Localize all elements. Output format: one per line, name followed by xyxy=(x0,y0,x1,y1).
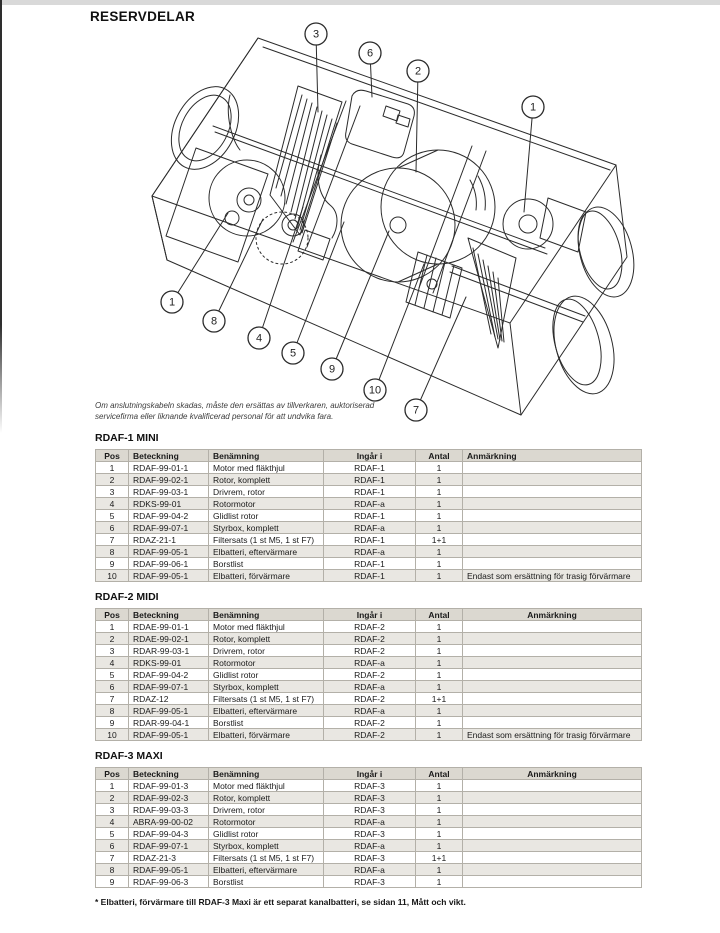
column-header: Pos xyxy=(96,450,129,462)
column-header: Benämning xyxy=(209,768,324,780)
callout-number: 9 xyxy=(328,363,336,376)
table-row xyxy=(96,633,642,645)
table-cell: 2 xyxy=(96,633,129,645)
table-row xyxy=(96,816,642,828)
table-cell: Borstlist xyxy=(209,558,324,570)
table-cell: 7 xyxy=(96,852,129,864)
table-cell: 1 xyxy=(416,558,463,570)
table-cell: 1 xyxy=(416,729,463,741)
table-cell: RDAF-99-02-1 xyxy=(129,474,209,486)
table-cell: RDAF-99-02-3 xyxy=(129,792,209,804)
table-cell: RDAF-a xyxy=(324,657,416,669)
table-cell: 1 xyxy=(416,792,463,804)
table-cell xyxy=(463,522,642,534)
callout-3 xyxy=(305,23,327,45)
table-row xyxy=(96,864,642,876)
table-cell: RDAF-99-07-1 xyxy=(129,681,209,693)
table-cell: Motor med fläkthjul xyxy=(209,621,324,633)
table-cell: RDAF-2 xyxy=(324,645,416,657)
table-cell: RDAF-99-06-1 xyxy=(129,558,209,570)
table-cell: Filtersats (1 st M5, 1 st F7) xyxy=(209,534,324,546)
parts-table xyxy=(95,449,642,582)
column-header: Ingår i xyxy=(324,450,416,462)
column-header: Benämning xyxy=(209,609,324,621)
table-cell: RDAF-a xyxy=(324,498,416,510)
warning-caption xyxy=(95,400,374,422)
table-cell xyxy=(463,546,642,558)
table-cell xyxy=(463,558,642,570)
table-cell: 7 xyxy=(96,534,129,546)
table-cell: 1 xyxy=(416,804,463,816)
table-cell: Motor med fläkthjul xyxy=(209,780,324,792)
sections-host xyxy=(95,432,641,888)
table-cell: 10 xyxy=(96,729,129,741)
callout-1 xyxy=(522,96,544,118)
table-cell: 1 xyxy=(416,570,463,582)
table-cell: RDAF-3 xyxy=(324,780,416,792)
callout-leader-line xyxy=(214,219,263,321)
table-cell: 8 xyxy=(96,546,129,558)
table-cell xyxy=(463,486,642,498)
table-cell: 6 xyxy=(96,522,129,534)
table-row xyxy=(96,534,642,546)
table-cell: Glidlist rotor xyxy=(209,510,324,522)
table-cell: Glidlist rotor xyxy=(209,828,324,840)
callout-number: 6 xyxy=(366,47,374,60)
table-cell: 8 xyxy=(96,864,129,876)
table-cell: Drivrem, rotor xyxy=(209,804,324,816)
table-cell: RDAF-99-05-1 xyxy=(129,864,209,876)
table-cell: 9 xyxy=(96,717,129,729)
callout-number: 2 xyxy=(414,65,422,78)
table-cell: RDAF-99-07-1 xyxy=(129,840,209,852)
table-cell xyxy=(463,852,642,864)
table-cell: RDAF-2 xyxy=(324,633,416,645)
column-header: Beteckning xyxy=(129,450,209,462)
table-row xyxy=(96,621,642,633)
table-cell xyxy=(463,510,642,522)
internal-dividers xyxy=(293,101,486,293)
callout-leader-line xyxy=(375,264,424,390)
table-row xyxy=(96,840,642,852)
unit-outline xyxy=(152,38,627,415)
table-cell: 2 xyxy=(96,474,129,486)
table-cell: RDAF-a xyxy=(324,864,416,876)
table-cell: RDAF-3 xyxy=(324,852,416,864)
table-cell: Filtersats (1 st M5, 1 st F7) xyxy=(209,852,324,864)
callout-leader-line xyxy=(259,207,303,338)
table-cell: 1 xyxy=(416,522,463,534)
table-cell: Endast som ersättning för trasig förvärmare xyxy=(463,570,642,582)
table-cell: 1 xyxy=(96,621,129,633)
table-cell: Styrbox, komplett xyxy=(209,522,324,534)
table-cell: RDKS-99-01 xyxy=(129,498,209,510)
table-cell: 1 xyxy=(416,657,463,669)
table-cell: RDAF-a xyxy=(324,546,416,558)
table-cell: Rotor, komplett xyxy=(209,474,324,486)
callout-7 xyxy=(405,399,427,421)
table-cell xyxy=(463,804,642,816)
table-cell: 1 xyxy=(416,828,463,840)
table-cell: 3 xyxy=(96,645,129,657)
table-cell: RDAF-99-05-1 xyxy=(129,570,209,582)
table-header-row xyxy=(96,450,642,462)
table-cell: RDAF-3 xyxy=(324,804,416,816)
callout-leader-line xyxy=(524,107,533,212)
callout-number: 5 xyxy=(289,347,297,360)
parts-table xyxy=(95,767,642,888)
table-row xyxy=(96,510,642,522)
table-cell: Glidlist rotor xyxy=(209,669,324,681)
column-header: Benämning xyxy=(209,450,324,462)
parts-table xyxy=(95,608,642,741)
section-title: RDAF-1 MINI xyxy=(95,432,159,444)
table-cell: 1 xyxy=(416,462,463,474)
table-cell: RDAZ-21-1 xyxy=(129,534,209,546)
column-header: Ingår i xyxy=(324,609,416,621)
table-row xyxy=(96,474,642,486)
table-cell: Rotormotor xyxy=(209,816,324,828)
table-cell: 1 xyxy=(416,681,463,693)
table-cell: 1 xyxy=(416,705,463,717)
table-cell: Endast som ersättning för trasig förvärmare xyxy=(463,729,642,741)
callout-1 xyxy=(161,291,183,313)
column-header: Beteckning xyxy=(129,609,209,621)
callout-4 xyxy=(248,327,270,349)
table-row xyxy=(96,546,642,558)
table-cell: Rotormotor xyxy=(209,657,324,669)
table-cell xyxy=(463,621,642,633)
table-row xyxy=(96,486,642,498)
column-header: Antal xyxy=(416,450,463,462)
table-cell: RDAF-3 xyxy=(324,876,416,888)
callout-number: 8 xyxy=(210,315,218,328)
table-row xyxy=(96,792,642,804)
callout-leader-line xyxy=(316,34,318,112)
column-header: Anmärkning xyxy=(463,450,642,462)
callout-5 xyxy=(282,342,304,364)
table-cell: RDAF-1 xyxy=(324,474,416,486)
table-row xyxy=(96,705,642,717)
table-cell: 1 xyxy=(416,645,463,657)
column-header: Pos xyxy=(96,609,129,621)
table-cell: Elbatteri, förvärmare xyxy=(209,729,324,741)
callout-10 xyxy=(364,379,386,401)
callout-leader-line xyxy=(416,297,466,410)
table-cell: Elbatteri, eftervärmare xyxy=(209,546,324,558)
table-row xyxy=(96,558,642,570)
table-cell: 5 xyxy=(96,510,129,522)
parts-section-2 xyxy=(95,591,641,741)
callout-number: 10 xyxy=(368,384,382,397)
table-cell xyxy=(463,645,642,657)
table-cell: RDAF-99-03-3 xyxy=(129,804,209,816)
table-cell: 6 xyxy=(96,681,129,693)
column-header: Antal xyxy=(416,609,463,621)
table-cell xyxy=(463,840,642,852)
callout-8 xyxy=(203,310,225,332)
table-cell: 1 xyxy=(416,486,463,498)
table-row xyxy=(96,852,642,864)
table-cell: 1 xyxy=(416,546,463,558)
table-cell: 1+1 xyxy=(416,693,463,705)
column-header: Antal xyxy=(416,768,463,780)
table-cell: RDAF-a xyxy=(324,840,416,852)
table-cell: RDAF-1 xyxy=(324,534,416,546)
table-cell: 1 xyxy=(96,780,129,792)
table-cell: 1 xyxy=(96,462,129,474)
table-cell: RDAF-1 xyxy=(324,510,416,522)
column-header: Ingår i xyxy=(324,768,416,780)
table-cell: RDAF-2 xyxy=(324,669,416,681)
table-cell: Styrbox, komplett xyxy=(209,681,324,693)
table-row xyxy=(96,462,642,474)
table-row xyxy=(96,669,642,681)
table-cell: RDAF-99-04-2 xyxy=(129,669,209,681)
table-cell: RDAF-99-01-1 xyxy=(129,462,209,474)
parts-section-1 xyxy=(95,432,641,582)
table-cell: 1 xyxy=(416,717,463,729)
table-cell: 1 xyxy=(416,840,463,852)
table-cell: Elbatteri, förvärmare xyxy=(209,570,324,582)
table-cell: Elbatteri, eftervärmare xyxy=(209,705,324,717)
warning-caption-line1: Om anslutningskabeln skadas, måste den ersättas av tillverkaren, auktoriserad xyxy=(95,401,375,410)
table-cell: 5 xyxy=(96,669,129,681)
table-cell: 5 xyxy=(96,828,129,840)
table-cell: Borstlist xyxy=(209,876,324,888)
table-cell: 1+1 xyxy=(416,534,463,546)
callout-9 xyxy=(321,358,343,380)
table-cell: 1 xyxy=(416,510,463,522)
table-cell: Filtersats (1 st M5, 1 st F7) xyxy=(209,693,324,705)
table-cell: RDAF-99-04-2 xyxy=(129,510,209,522)
filter-right xyxy=(468,238,516,348)
column-header: Pos xyxy=(96,768,129,780)
table-row xyxy=(96,693,642,705)
table-row xyxy=(96,681,642,693)
table-cell xyxy=(463,717,642,729)
duct-ports xyxy=(544,201,643,401)
page-title: RESERVDELAR xyxy=(90,9,196,24)
callout-number: 3 xyxy=(312,28,320,41)
styrbox xyxy=(346,90,415,158)
table-cell: RDAF-99-03-1 xyxy=(129,486,209,498)
callout-number: 1 xyxy=(168,296,176,309)
table-cell xyxy=(463,462,642,474)
table-cell xyxy=(463,705,642,717)
table-cell: 1 xyxy=(416,876,463,888)
table-cell: 9 xyxy=(96,558,129,570)
table-cell: RDAF-1 xyxy=(324,462,416,474)
callout-number: 1 xyxy=(529,101,537,114)
table-cell: Elbatteri, eftervärmare xyxy=(209,864,324,876)
callout-leader-line xyxy=(172,213,228,302)
table-cell: 1 xyxy=(416,780,463,792)
table-cell: RDAF-a xyxy=(324,681,416,693)
table-cell: 10 xyxy=(96,570,129,582)
footnote: * Elbatteri, förvärmare till RDAF-3 Maxi är ett separat kanalbatteri, se sidan 11, Mått och vikt. xyxy=(95,897,466,907)
callout-leader-line xyxy=(332,231,389,369)
table-cell xyxy=(463,693,642,705)
exploded-view-diagram xyxy=(0,0,720,430)
table-row xyxy=(96,498,642,510)
table-cell: RDAF-99-01-3 xyxy=(129,780,209,792)
table-cell: 1 xyxy=(416,621,463,633)
table-cell xyxy=(463,534,642,546)
table-cell: RDAF-1 xyxy=(324,570,416,582)
table-header-row xyxy=(96,768,642,780)
table-cell: RDAF-99-07-1 xyxy=(129,522,209,534)
callout-number: 7 xyxy=(412,404,420,417)
table-cell xyxy=(463,816,642,828)
table-cell: 8 xyxy=(96,705,129,717)
table-cell: Rotor, komplett xyxy=(209,792,324,804)
callout-number: 4 xyxy=(255,332,263,345)
table-cell: 1+1 xyxy=(416,852,463,864)
rotor-drum xyxy=(341,150,495,282)
table-cell: 6 xyxy=(96,840,129,852)
callout-6 xyxy=(359,42,381,64)
table-cell: RDAF-a xyxy=(324,816,416,828)
parts-section-3 xyxy=(95,750,641,888)
table-cell: RDKS-99-01 xyxy=(129,657,209,669)
table-cell: 3 xyxy=(96,486,129,498)
table-cell: RDAF-99-05-1 xyxy=(129,705,209,717)
table-cell: RDAF-3 xyxy=(324,828,416,840)
table-cell: 1 xyxy=(416,669,463,681)
table-cell xyxy=(463,657,642,669)
callout-leader-line xyxy=(416,71,418,172)
table-cell: RDAF-1 xyxy=(324,486,416,498)
table-cell: RDAF-99-05-1 xyxy=(129,729,209,741)
table-row xyxy=(96,729,642,741)
table-cell: 4 xyxy=(96,816,129,828)
table-cell: RDAZ-12 xyxy=(129,693,209,705)
table-cell: Rotormotor xyxy=(209,498,324,510)
table-cell: RDAF-99-04-3 xyxy=(129,828,209,840)
table-cell xyxy=(463,876,642,888)
section-title: RDAF-3 MAXI xyxy=(95,750,163,762)
table-row xyxy=(96,780,642,792)
table-cell: Drivrem, rotor xyxy=(209,645,324,657)
table-cell xyxy=(463,828,642,840)
table-cell xyxy=(463,669,642,681)
right-fan xyxy=(503,198,586,252)
warning-caption-line2: servicefirma eller liknande kvalificerad personal för att undvika fara. xyxy=(95,412,334,421)
table-cell: Motor med fläkthjul xyxy=(209,462,324,474)
table-header-row xyxy=(96,609,642,621)
table-cell: 9 xyxy=(96,876,129,888)
table-cell: 1 xyxy=(416,633,463,645)
table-cell: RDAF-a xyxy=(324,522,416,534)
table-cell xyxy=(463,474,642,486)
callout-layer xyxy=(161,23,544,421)
table-cell: RDAF-a xyxy=(324,705,416,717)
table-cell: 2 xyxy=(96,792,129,804)
table-cell xyxy=(463,864,642,876)
table-cell: RDAF-3 xyxy=(324,792,416,804)
table-cell xyxy=(463,498,642,510)
table-row xyxy=(96,657,642,669)
table-cell: RDAE-99-01-1 xyxy=(129,621,209,633)
table-row xyxy=(96,645,642,657)
column-header: Beteckning xyxy=(129,768,209,780)
table-cell: RDAF-2 xyxy=(324,729,416,741)
table-cell: RDAR-99-04-1 xyxy=(129,717,209,729)
table-cell xyxy=(463,792,642,804)
table-cell: RDAR-99-03-1 xyxy=(129,645,209,657)
table-cell: 4 xyxy=(96,498,129,510)
table-cell: RDAE-99-02-1 xyxy=(129,633,209,645)
table-row xyxy=(96,522,642,534)
parts-tables xyxy=(95,432,641,907)
table-cell: 1 xyxy=(416,498,463,510)
table-cell xyxy=(463,681,642,693)
table-row xyxy=(96,804,642,816)
table-row xyxy=(96,570,642,582)
column-header: Anmärkning xyxy=(463,609,642,621)
section-title: RDAF-2 MIDI xyxy=(95,591,159,603)
table-cell xyxy=(463,780,642,792)
table-cell: RDAF-99-05-1 xyxy=(129,546,209,558)
callout-2 xyxy=(407,60,429,82)
table-cell: RDAF-2 xyxy=(324,621,416,633)
table-cell: Rotor, komplett xyxy=(209,633,324,645)
table-cell: RDAF-1 xyxy=(324,558,416,570)
table-row xyxy=(96,876,642,888)
table-cell: 4 xyxy=(96,657,129,669)
table-cell: 1 xyxy=(416,474,463,486)
table-cell: ABRA-99-00-02 xyxy=(129,816,209,828)
table-row xyxy=(96,828,642,840)
table-cell: RDAF-99-06-3 xyxy=(129,876,209,888)
table-row xyxy=(96,717,642,729)
table-cell: Drivrem, rotor xyxy=(209,486,324,498)
table-cell: 7 xyxy=(96,693,129,705)
column-header: Anmärkning xyxy=(463,768,642,780)
table-cell: 1 xyxy=(416,816,463,828)
table-cell: RDAF-2 xyxy=(324,693,416,705)
table-cell: 3 xyxy=(96,804,129,816)
table-cell xyxy=(463,633,642,645)
table-cell: 1 xyxy=(416,864,463,876)
table-cell: Borstlist xyxy=(209,717,324,729)
left-fan xyxy=(158,75,308,264)
table-cell: RDAF-2 xyxy=(324,717,416,729)
table-cell: Styrbox, komplett xyxy=(209,840,324,852)
table-cell: RDAZ-21-3 xyxy=(129,852,209,864)
